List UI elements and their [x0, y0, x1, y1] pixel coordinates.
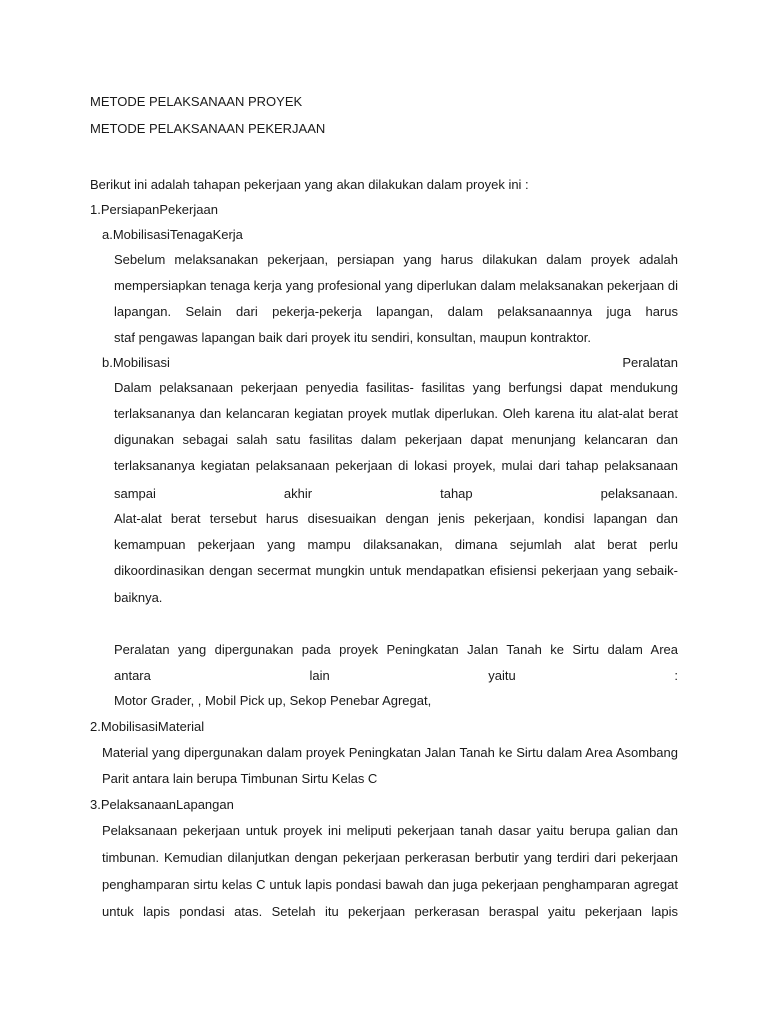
- paragraph-line: lapangan. Selain dari pekerja-pekerja lapangan, dalam pelaksanaannya juga harus: [114, 304, 678, 319]
- section-2-heading: 2.MobilisasiMaterial: [90, 719, 205, 734]
- paragraph-line: digunakan sebagai salah satu fasilitas dalam pekerjaan dapat menunjang kelancaran dan: [114, 432, 678, 447]
- paragraph-line: Dalam pelaksanaan pekerjaan penyedia fasilitas- fasilitas yang berfungsi dapat mendukung: [114, 380, 678, 395]
- paragraph-line: terlaksananya kegiatan pelaksanaan pekerjaan di lokasi proyek, mulai dari tahap pelaksanaan: [114, 458, 678, 473]
- paragraph-line: dikoordinasikan dengan secermat mungkin untuk mendapatkan efisiensi pekerjaan yang sebaik-: [114, 563, 678, 578]
- paragraph-line: Sebelum melaksanakan pekerjaan, persiapan yang harus dilakukan dalam proyek adalah: [114, 252, 678, 267]
- paragraph-line: Material yang dipergunakan dalam proyek Peningkatan Jalan Tanah ke Sirtu dalam Area Asombang: [102, 745, 678, 760]
- paragraph-line: timbunan. Kemudian dilanjutkan dengan pekerjaan perkerasan berbutir yang terdiri dari pekerjaan: [102, 850, 678, 865]
- section-3-heading: 3.PelaksanaanLapangan: [90, 797, 234, 812]
- paragraph-line: untuk lapis pondasi atas. Setelah itu pekerjaan perkerasan beraspal yaitu pekerjaan lapis: [102, 904, 678, 919]
- subsection-1a-heading: a.MobilisasiTenagaKerja: [102, 227, 243, 242]
- paragraph-line: sampai akhir tahap pelaksanaan.: [114, 486, 678, 501]
- paragraph-line: antara lain yaitu :: [114, 668, 678, 683]
- paragraph-line: Alat-alat berat tersebut harus disesuaikan dengan jenis pekerjaan, kondisi lapangan dan: [114, 511, 678, 526]
- paragraph-line: kemampuan pekerjaan yang mampu dilaksanakan, dimana sejumlah alat berat perlu: [114, 537, 678, 552]
- subsection-1b-heading: b.Mobilisasi Peralatan: [102, 355, 678, 370]
- paragraph-line: Motor Grader, , Mobil Pick up, Sekop Penebar Agregat,: [114, 693, 432, 708]
- paragraph-line: Pelaksanaan pekerjaan untuk proyek ini meliputi pekerjaan tanah dasar yaitu berupa galian dan: [102, 823, 678, 838]
- section-1-heading: 1.PersiapanPekerjaan: [90, 202, 218, 217]
- doc-subtitle: METODE PELAKSANAAN PEKERJAAN: [90, 121, 326, 136]
- paragraph-line: penghamparan sirtu kelas C untuk lapis pondasi bawah dan juga pekerjaan penghamparan agregat: [102, 877, 678, 892]
- intro-text: Berikut ini adalah tahapan pekerjaan yang akan dilakukan dalam proyek ini :: [90, 177, 529, 192]
- paragraph-line: staf pengawas lapangan baik dari proyek itu sendiri, konsultan, maupun kontraktor.: [114, 330, 591, 345]
- paragraph-line: terlaksananya dan kelancaran kegiatan proyek mutlak diperlukan. Oleh karena itu alat-alat berat: [114, 406, 678, 421]
- doc-title: METODE PELAKSANAAN PROYEK: [90, 94, 303, 109]
- paragraph-line: Peralatan yang dipergunakan pada proyek Peningkatan Jalan Tanah ke Sirtu dalam Area: [114, 642, 678, 657]
- paragraph-line: baiknya.: [114, 590, 163, 605]
- paragraph-line: mempersiapkan tenaga kerja yang profesional yang diperlukan dalam melaksanakan pekerjaan di: [114, 278, 678, 293]
- paragraph-line: Parit antara lain berupa Timbunan Sirtu Kelas C: [102, 771, 378, 786]
